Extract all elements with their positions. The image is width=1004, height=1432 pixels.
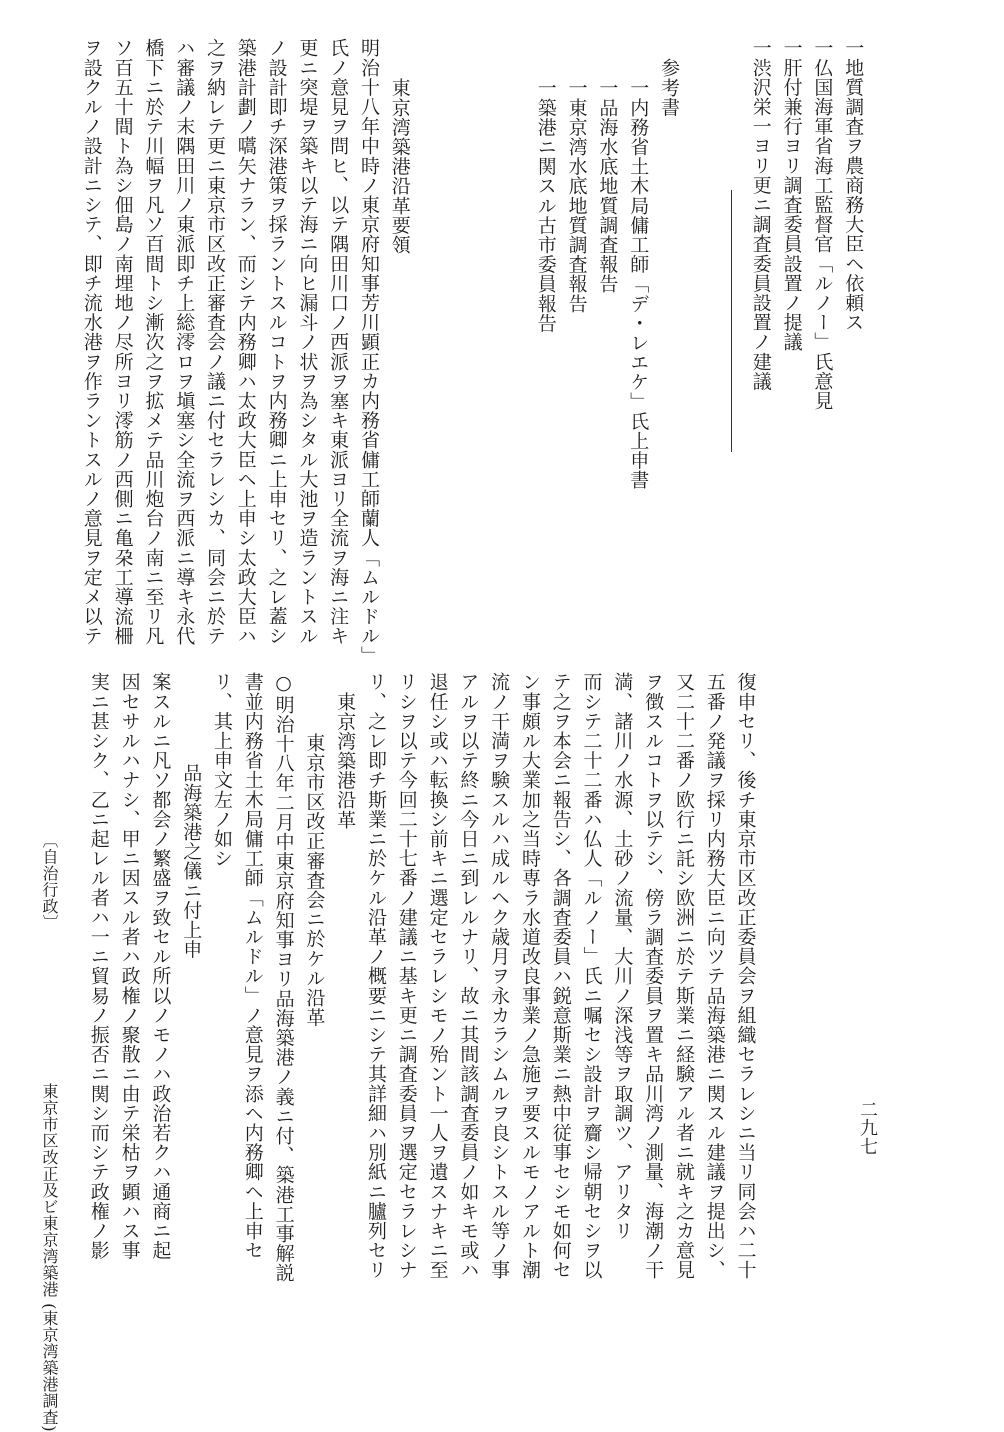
body-line: 又二十二番ノ欧行ニ託シ欧洲ニ於テ斯業ニ経験アル者ニ就キ之カ意見 xyxy=(672,672,695,1280)
body-line: ハ審議ノ末隅田川ノ東派即チ上総澪ロヲ塡塞シ全流ヲ西派ニ導キ永代 xyxy=(173,38,196,646)
body-line: ン事頗ル大業加之当時専ラ水道改良事業ノ急施ヲ要スルモノアルト潮 xyxy=(518,672,541,1280)
references-heading: 参考書 xyxy=(657,57,680,117)
section-heading: 東京湾築港沿革 xyxy=(334,691,357,830)
body-line: 氏ノ意見ヲ問ヒ、以テ隅田川口ノ西派ヲ塞キ東派ヨリ全流ヲ海ニ注キ xyxy=(327,38,350,646)
reference-item: 一内務省土木局傭工師「デ・レエケ」氏上申書 xyxy=(627,77,650,490)
body-line: 築港計劃ノ嚆矢ナラン、而シテ内務卿ハ太政大臣ヘ上申シ太政大臣ハ xyxy=(234,38,257,646)
body-line: 橋下ニ於テ川幅ヲ凡ソ百間トシ漸次之ヲ拡メテ品川炮台ノ南ニ至リ凡 xyxy=(142,38,165,646)
body-line: テ之ヲ本会ニ報告シ、各調査委員ハ鋭意斯業ニ熱中従事セシモ如何セ xyxy=(549,672,572,1280)
body-line: 書並内務省土木局傭工師「ムルドル」ノ意見ヲ添ヘ内務卿ヘ上申セ xyxy=(241,672,264,1260)
reference-item: 一築港ニ関スル古市委員報告 xyxy=(534,77,557,333)
body-line: 更ニ突堤ヲ築キ以テ海ニ向ヒ漏斗ノ状ヲ為シタル大池ヲ造ラントスル xyxy=(296,38,319,646)
body-line: リ、之レ即チ斯業ニ於ケル沿革ノ概要ニシテ其詳細ハ別紙ニ臚列セリ xyxy=(364,672,387,1280)
body-line: 退任シ或ハ転換シ前キニ選定セラレシモノ殆ント一人ヲ遺スナキニ至 xyxy=(426,672,449,1280)
section-divider xyxy=(731,190,732,452)
body-line: ノ設計即チ深港策ヲ採ラントスルコトヲ内務卿ニ上申セリ、之レ蓋シ xyxy=(265,38,288,646)
subsection-heading: 東京市区改正審査会ニ於ケル沿革 xyxy=(303,732,326,1027)
footer-section-title: 東京市区改正及ビ東京湾築港 (東京湾築港調査) xyxy=(40,1083,59,1432)
body-line: 而シテ二十二番ハ仏人「ルノー」氏ニ嘱セシ設計ヲ齎シ帰朝セシヲ以 xyxy=(580,672,603,1280)
list-item: 一渋沢栄一ヨリ更ニ調査委員設置ノ建議 xyxy=(749,38,772,391)
body-line: ○明治十八年二月中東京府知事ヨリ品海築港ノ義ニ付、築港工事解説 xyxy=(272,672,295,1283)
reference-item: 一品海水底地質調査報告 xyxy=(596,77,619,294)
body-line: 五番ノ発議ヲ採リ内務大臣ニ向ツテ品海築港ニ関スル建議ヲ提出シ、 xyxy=(703,672,726,1280)
body-line: リシヲ以テ今回二十七番ノ建議ニ基キ更ニ調査委員ヲ選定セラレシナ xyxy=(395,672,418,1280)
footer-journal: 〔自治行政〕 xyxy=(40,832,59,931)
page-number: 二九七 xyxy=(857,1100,878,1156)
body-line: 復申セリ、後チ東京市区改正委員会ヲ組織セラレシニ当リ同会ハ二十 xyxy=(734,672,757,1280)
body-line: 之ヲ納レテ更ニ東京市区改正審査会ノ議ニ付セラレシカ、同会ニ於テ xyxy=(203,38,226,646)
body-line: ソ百五十間ト為シ佃島ノ南埋地ノ尽所ヨリ澪筋ノ西側ニ亀朶工導流柵 xyxy=(111,38,134,646)
list-item: 一肝付兼行ヨリ調査委員設置ノ提議 xyxy=(780,38,803,352)
top-right-list xyxy=(745,38,868,648)
bottom-text-block xyxy=(83,672,761,1327)
body-line: 流ノ干満ヲ験スルハ成ルヘク歳月ヲ永カラシムルヲ良シトスル等ノ事 xyxy=(488,672,511,1280)
list-item: 一仏国海軍省海工監督官「ルノー」氏意見 xyxy=(811,38,834,411)
body-line: 満、諸川ノ水源、土砂ノ流量、大川ノ深浅等ヲ取調ツ、アリタリ xyxy=(611,672,634,1241)
body-line: アルヲ以テ終ニ今日ニ到レルナリ、故ニ其間該調査委員ノ如キモ或ハ xyxy=(457,672,480,1280)
body-line: 因セサルハナシ、甲ニ因スル者ハ政権ノ聚散ニ由テ栄枯ヲ顕ハス事 xyxy=(118,672,141,1260)
references-block xyxy=(530,38,684,648)
history-summary-block xyxy=(76,38,415,666)
body-line: ヲ徴スルコトヲ以テシ、傍ラ調査委員ヲ置キ品川湾ノ測量、海潮ノ干 xyxy=(642,672,665,1280)
body-line: 実ニ甚シク、乙ニ起レル者ハ一ニ貿易ノ振否ニ関シ而シテ政権ノ影 xyxy=(87,672,110,1260)
body-line: 明治十八年中時ノ東京府知事芳川顕正カ内務省傭工師蘭人「ムルドル」 xyxy=(357,38,380,666)
reference-item: 一東京湾水底地質調査報告 xyxy=(565,77,588,314)
list-item: 一地質調査ヲ農商務大臣ヘ依頼ス xyxy=(842,38,865,332)
section-title: 東京湾築港沿革要領 xyxy=(388,77,411,255)
body-line: 案スルニ凡ソ都会ノ繁盛ヲ致セル所以ノモノハ政治若クハ通商ニ起 xyxy=(149,672,172,1260)
body-line: ヲ設クルノ設計ニシテ、即チ流水港ヲ作ラントスルノ意見ヲ定メ以テ xyxy=(80,38,103,646)
body-line: リ、其上申文左ノ如シ xyxy=(210,672,233,868)
petition-heading: 品海築港之儀ニ付上申 xyxy=(180,763,203,960)
